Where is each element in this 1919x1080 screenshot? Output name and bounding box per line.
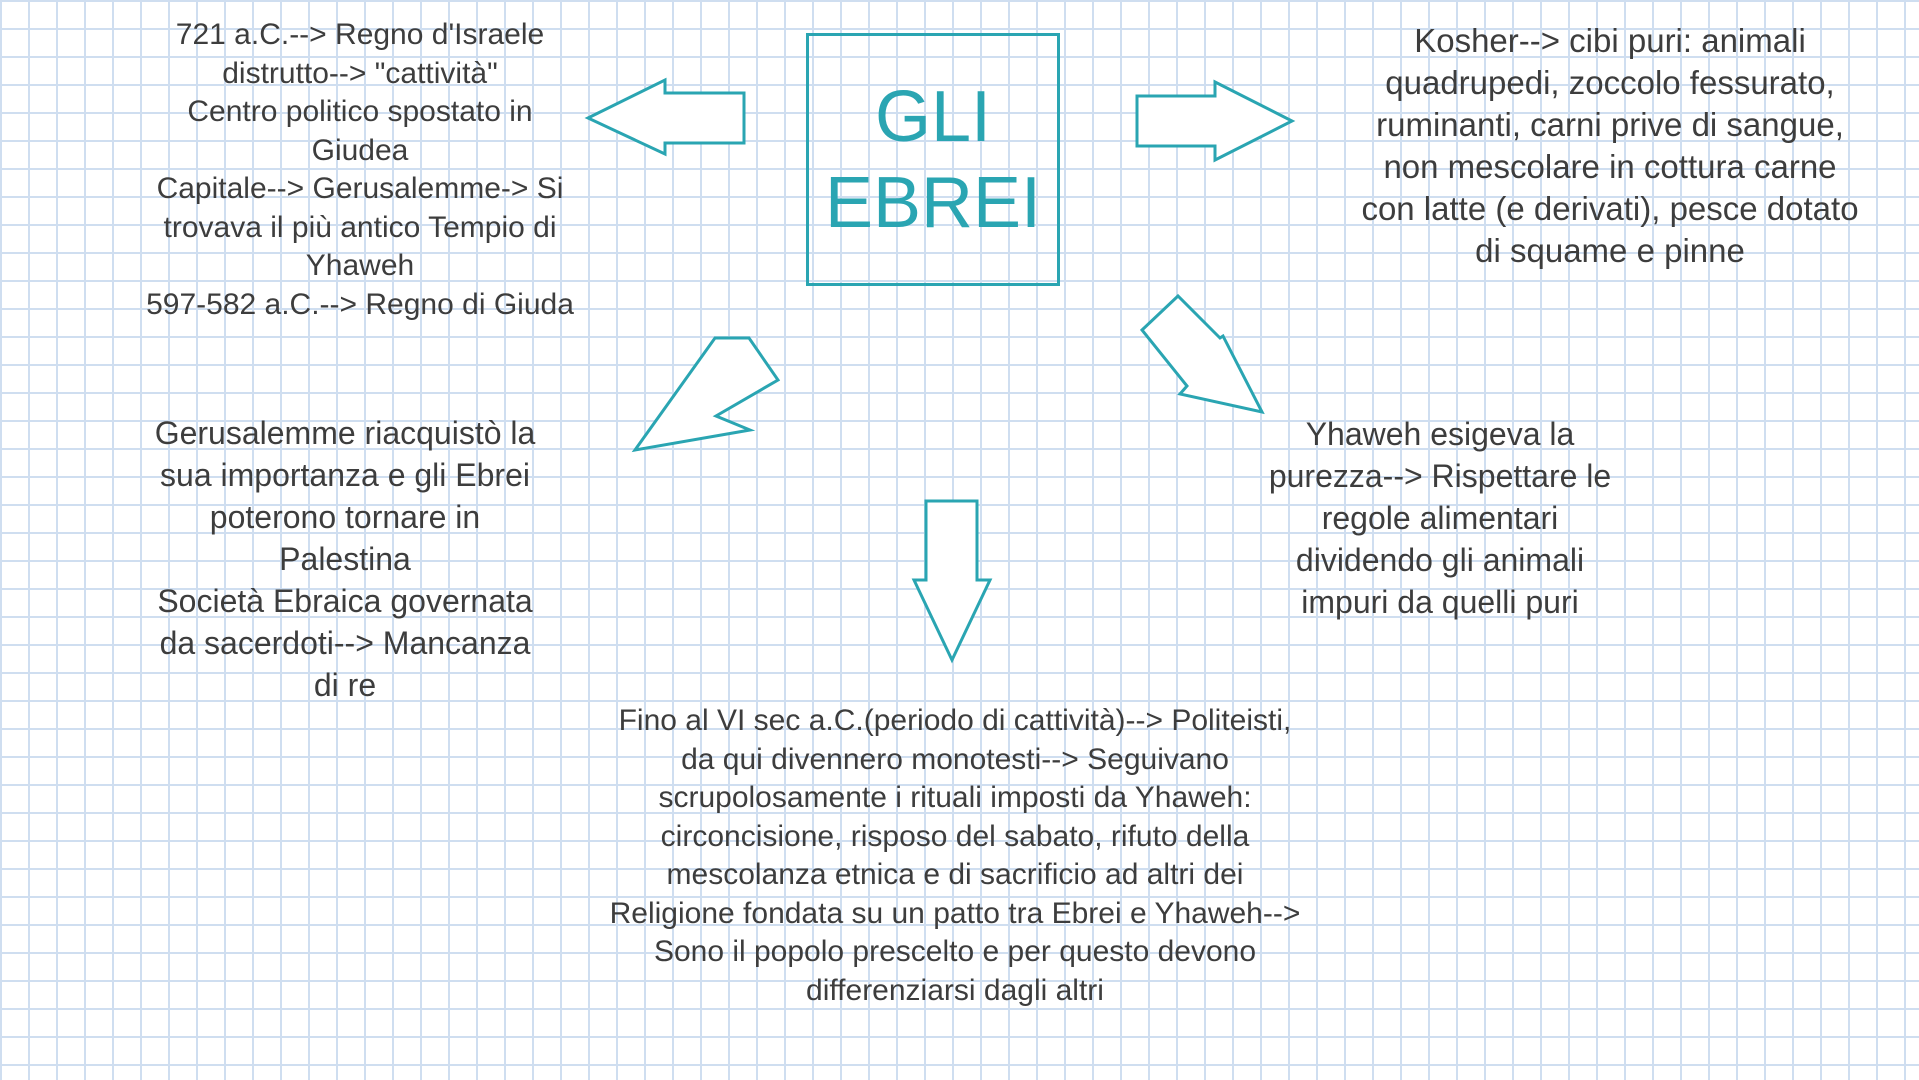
- arrow-right: [1137, 82, 1292, 160]
- center-box: [806, 33, 1060, 286]
- arrow-down-left: [635, 338, 778, 450]
- node-history: 721 a.C.--> Regno d'Israele distrutto--> "cattività" Centro politico spostato in Giudea Capitale--> Gerusalemme-> Si trovava il più antico Tempio di Yhaweh 597-582 a.C.--> Regno di Giuda: [146, 18, 574, 321]
- node-kosher: Kosher--> cibi puri: animali quadrupedi, zoccolo fessurato, ruminanti, carni prive di sangue, non mescolare in cottura carne con latte (e derivati), pesce dotato di squame e pinne: [1361, 22, 1859, 269]
- arrow-down: [914, 501, 990, 660]
- node-return: Gerusalemme riacquistò la sua importanza e gli Ebrei poterono tornare in Palestina Società Ebraica governata da sacerdoti--> Mancanza di re: [154, 415, 536, 703]
- node-purity: Yhaweh esigeva la purezza--> Rispettare le regole alimentari dividendo gli animali impuri da quelli puri: [1268, 416, 1612, 620]
- center-title: GLI EBREI: [824, 76, 1042, 243]
- arrow-down-right: [1142, 296, 1262, 412]
- arrow-left: [588, 80, 744, 154]
- node-religion: Fino al VI sec a.C.(periodo di cattività)--> Politeisti, da qui divennero monotesti--> Seguivano scrupolosamente i rituali imposti da Yhaweh: circoncisione, risposo del sabato, rifuto della mescolanza etnica e di sacrificio ad altri dei Religione fondata su un patto tra Ebrei e Yhaweh--> Sono il popolo prescelto e per questo devono differenziarsi dagli altri: [609, 704, 1301, 1007]
